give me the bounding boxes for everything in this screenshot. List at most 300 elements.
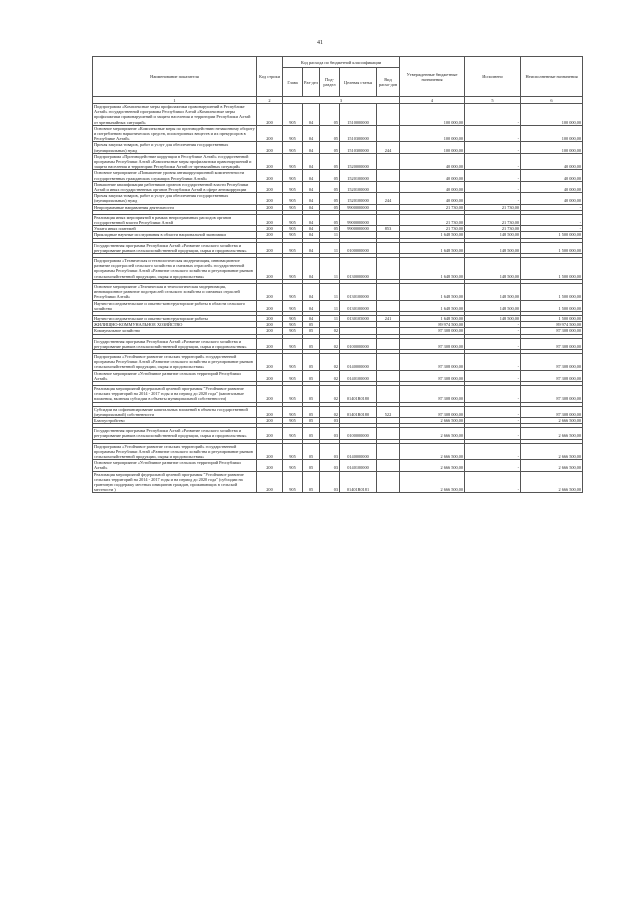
row-executed: - [465, 193, 521, 204]
row-razdel: 05 [303, 428, 320, 439]
row-glava: 905 [283, 204, 303, 210]
col-number-5: 5 [465, 97, 521, 104]
row-podrazdel: 03 [320, 471, 340, 493]
row-code: 200 [257, 315, 283, 321]
table-row [93, 204, 583, 210]
row-target: 0100000000 [340, 428, 377, 439]
header-vid: Вид расхо-дов [377, 68, 400, 97]
row-code: 200 [257, 460, 283, 471]
row-executed: 148 500,00 [465, 242, 521, 253]
row-target: 0100000000 [340, 242, 377, 253]
row-glava: 905 [283, 170, 303, 181]
row-unexecuted: - [521, 214, 583, 225]
row-executed: - [465, 338, 521, 349]
header-name: Наименование показателя [93, 57, 257, 97]
row-target: 01401R0180 [340, 406, 377, 417]
table-row [93, 370, 583, 381]
row-code: 200 [257, 406, 283, 417]
row-vid [377, 258, 400, 280]
row-approved: 87 308 000,00 [400, 338, 465, 349]
row-podrazdel: 11 [320, 283, 340, 300]
row-code: 200 [257, 385, 283, 402]
row-vid [377, 104, 400, 126]
table-row [93, 283, 583, 300]
row-unexecuted: 100 000,00 [521, 104, 583, 126]
row-glava: 905 [283, 181, 303, 192]
row-name: Непрограммные направления деятельности [93, 204, 257, 210]
row-code: 200 [257, 428, 283, 439]
row-razdel: 05 [303, 385, 320, 402]
row-vid [377, 283, 400, 300]
row-target: 1510300000 [340, 142, 377, 153]
row-vid: 853 [377, 226, 400, 232]
row-podrazdel: 11 [320, 232, 340, 238]
row-name: Основное мероприятие «Комплексные меры по противодействию незаконному обороту и потреблению наркотических средств, психотропных веществ и их прекурсоров в Республике Алтай» [94, 125, 255, 142]
row-approved: 89 974 500,00 [400, 322, 465, 328]
table-row [93, 142, 583, 153]
row-unexecuted: 89 974 500,00 [521, 322, 583, 328]
row-podrazdel: 03 [320, 443, 340, 460]
row-target: 1510300000 [340, 125, 377, 142]
row-approved: 21 730,00 [400, 204, 465, 210]
row-glava: 905 [283, 125, 303, 142]
row-executed: 148 500,00 [465, 315, 521, 321]
row-razdel: 04 [303, 232, 320, 238]
row-glava: 905 [283, 460, 303, 471]
row-approved: 100 000,00 [400, 125, 465, 142]
table-row [93, 242, 583, 253]
row-approved: 2 666 500,00 [400, 428, 465, 439]
row-code: 200 [257, 181, 283, 192]
row-target: 0140000000 [340, 443, 377, 460]
row-glava: 905 [283, 471, 303, 493]
row-podrazdel: 05 [320, 142, 340, 153]
row-razdel: 05 [303, 353, 320, 370]
row-glava: 905 [283, 153, 303, 170]
row-target: 01401R0181 [340, 471, 377, 493]
row-podrazdel: 05 [320, 226, 340, 232]
row-vid [377, 338, 400, 349]
row-code: 200 [257, 443, 283, 460]
row-executed: - [465, 328, 521, 334]
col-number-1: 1 [93, 97, 257, 104]
row-target: 0100000000 [340, 338, 377, 349]
row-unexecuted: 40 000,00 [521, 153, 583, 170]
row-vid [377, 214, 400, 225]
row-razdel: 04 [303, 315, 320, 321]
row-target: 1520100000 [340, 181, 377, 192]
row-unexecuted: 1 500 000,00 [521, 300, 583, 311]
row-vid [377, 181, 400, 192]
col-number-3: 3 [283, 97, 400, 104]
row-approved: 2 666 500,00 [400, 460, 465, 471]
row-vid [377, 300, 400, 311]
row-approved: 1 648 500,00 [400, 300, 465, 311]
row-podrazdel: 05 [320, 125, 340, 142]
table-row [93, 258, 583, 280]
row-executed: 148 500,00 [465, 283, 521, 300]
row-approved: 2 666 500,00 [400, 443, 465, 460]
row-razdel: 05 [303, 322, 320, 328]
budget-execution-table [92, 56, 583, 493]
row-code: 200 [257, 283, 283, 300]
row-name: Основное мероприятие «Техническая и технологическая модернизация, инновационное развитие подотраслей сельского хозяйства и смежных отраслей Республики Алтай» [93, 283, 257, 300]
row-razdel: 05 [303, 471, 320, 493]
row-unexecuted: 1 500 000,00 [521, 232, 583, 238]
row-podrazdel: 05 [320, 214, 340, 225]
table-row [93, 406, 583, 417]
row-razdel: 04 [303, 104, 320, 126]
row-razdel: 05 [303, 417, 320, 423]
row-target: 0130100000 [340, 300, 377, 311]
row-name: Основное мероприятие «Устойчивое развитие сельских территорий Республики Алтай» [93, 370, 257, 381]
row-name: Государственная программа Республики Алтай «Развитие сельского хозяйства и регулирование рынков сельскохозяйственной продукции, сырья и продовольствия» [93, 242, 257, 253]
row-razdel: 05 [303, 406, 320, 417]
row-name: Реализация иных мероприятий в рамках непрограммных расходов органов государственной власти Республики Алтай [93, 214, 257, 225]
row-unexecuted: 1 500 000,00 [521, 315, 583, 321]
row-vid [377, 170, 400, 181]
row-glava: 905 [283, 104, 303, 126]
table-row [93, 353, 583, 370]
row-approved: 87 308 000,00 [400, 406, 465, 417]
row-executed: - [465, 170, 521, 181]
row-glava: 905 [283, 258, 303, 280]
row-executed: - [465, 471, 521, 493]
row-name: Прочая закупка товаров, работ и услуг для обеспечения государственных (муниципальных) нужд [93, 142, 257, 153]
row-name: Реализация мероприятий федеральной целевой программы "Устойчивое развитие сельских территорий на 2014 - 2017 годы и на период до 2020 года" (субсидии на грантовую поддержку местных инициатив граждан, проживающих в сельской местности ) [93, 471, 257, 493]
row-name: Подпрограмма «Комплексные меры профилактики правонарушений в Республике Алтай» государственной программы Республики Алтай «Комплексные меры профилактики правонарушений и защита населения и территории Республики Алтай от чрезвычайных ситуаций» [93, 104, 257, 126]
row-executed: - [465, 142, 521, 153]
row-executed: - [465, 428, 521, 439]
row-executed: 21 730,00 [465, 214, 521, 225]
row-name: Подпрограмма «Устойчивое развитие сельских территорий» государственной программы Республики Алтай «Развитие сельского хозяйства и регулирование рынков сельскохозяйственной продукции, сырья и продовольствия» [93, 353, 257, 370]
row-podrazdel: 02 [320, 370, 340, 381]
table-row [93, 104, 583, 126]
row-approved: 87 308 000,00 [400, 353, 465, 370]
row-unexecuted: 40 000,00 [521, 170, 583, 181]
row-target: 0130100000 [340, 283, 377, 300]
row-glava: 905 [283, 242, 303, 253]
row-podrazdel: 02 [320, 328, 340, 334]
row-unexecuted: 2 666 500,00 [521, 443, 583, 460]
row-unexecuted: 87 308 000,00 [521, 385, 583, 402]
row-approved: 100 000,00 [400, 142, 465, 153]
table-row [93, 153, 583, 170]
row-name: Субсидии на софинансирование капитальных вложений в объекты государственной (муниципальной) собственности [93, 406, 257, 417]
row-name: Научно-исследовательские и опытно-конструкторские работы [93, 315, 257, 321]
row-razdel: 04 [303, 142, 320, 153]
table-row [93, 471, 583, 493]
row-glava: 905 [283, 142, 303, 153]
table-row [93, 300, 583, 311]
row-approved: 40 000,00 [400, 153, 465, 170]
row-name: ЖИЛИЩНО-КОММУНАЛЬНОЕ ХОЗЯЙСТВО [93, 322, 257, 328]
row-name: Реализация мероприятий федеральной целевой программы "Устойчивое развитие сельских территорий на 2014 - 2017 годы и на период до 2020 года" (капитальные вложения, включая субсидии в объекты муниципальной собственности) [93, 385, 257, 402]
row-unexecuted: 2 666 500,00 [521, 460, 583, 471]
row-podrazdel: 05 [320, 181, 340, 192]
row-name: Государственная программа Республики Алтай «Развитие сельского хозяйства и регулирование рынков сельскохозяйственной продукции, сырья и продовольствия» [93, 338, 257, 349]
row-code: 200 [257, 125, 283, 142]
row-target: 0140100000 [340, 370, 377, 381]
row-podrazdel: 11 [320, 242, 340, 253]
row-executed: - [465, 370, 521, 381]
row-target: 9900000000 [340, 226, 377, 232]
row-executed: - [465, 406, 521, 417]
row-glava: 905 [283, 315, 303, 321]
table-row [93, 385, 583, 402]
col-number-2: 2 [257, 97, 283, 104]
row-podrazdel: 03 [320, 460, 340, 471]
page-number: 41 [317, 40, 323, 46]
row-podrazdel: 05 [320, 204, 340, 210]
header-razdel: Раз-дел [303, 68, 320, 97]
row-target: 01401R0180 [340, 385, 377, 402]
row-code: 200 [257, 193, 283, 204]
row-glava: 905 [283, 428, 303, 439]
row-razdel: 04 [303, 258, 320, 280]
row-razdel: 04 [303, 283, 320, 300]
header-glava: Глава [283, 68, 303, 97]
row-approved: 1 648 500,00 [400, 283, 465, 300]
header-approved: Утвержденные бюджетные назначения [400, 57, 465, 97]
row-razdel: 04 [303, 181, 320, 192]
row-executed: - [465, 417, 521, 423]
table-row [93, 181, 583, 192]
row-code: 200 [257, 370, 283, 381]
row-name: Прикладные научные исследования в области национальной экономики [93, 232, 257, 238]
row-unexecuted: 40 000,00 [521, 181, 583, 192]
row-razdel: 04 [303, 226, 320, 232]
table-row [93, 232, 583, 238]
row-approved: 1 648 500,00 [400, 258, 465, 280]
row-glava: 905 [283, 283, 303, 300]
row-name: Подпрограмма «Техническая и технологическая модернизация, инновационное развитие подотраслей сельского хозяйства и смежных отраслей» государственной программы Республики Алтай «Развитие сельского хозяйства и регулирование рынков сельскохозяйственной продукции, сырья и продовольствия» [93, 258, 257, 280]
row-podrazdel: 02 [320, 406, 340, 417]
row-unexecuted: - [521, 204, 583, 210]
row-code: 200 [257, 214, 283, 225]
row-approved: 1 648 500,00 [400, 232, 465, 238]
row-glava: 905 [283, 193, 303, 204]
row-name: Подпрограмма «Устойчивое развитие сельских территорий» государственной программы Республики Алтай «Развитие сельского хозяйства и регулирование рынков сельскохозяйственной продукции, сырья и продовольствия» [93, 443, 257, 460]
row-executed: - [465, 104, 521, 126]
row-approved: 87 308 000,00 [400, 385, 465, 402]
row-glava: 905 [283, 300, 303, 311]
row-code: 200 [257, 258, 283, 280]
row-target: 0130000000 [340, 258, 377, 280]
row-name: Основное мероприятие «Повышение уровня антикоррупционной компетентности государственных гражданских служащих Республики Алтай» [93, 170, 257, 181]
row-executed: - [465, 443, 521, 460]
row-podrazdel: 11 [320, 300, 340, 311]
row-approved: 2 666 500,00 [400, 471, 465, 493]
row-code: 200 [257, 232, 283, 238]
table-row [93, 460, 583, 471]
row-unexecuted: 87 308 000,00 [521, 353, 583, 370]
row-razdel: 05 [303, 460, 320, 471]
row-executed: 21 730,00 [465, 204, 521, 210]
row-code: 200 [257, 322, 283, 328]
row-podrazdel: 05 [320, 104, 340, 126]
row-name: Благоустройство [93, 417, 257, 423]
row-executed: 148 500,00 [465, 258, 521, 280]
row-unexecuted: 2 666 500,00 [521, 428, 583, 439]
row-podrazdel: 02 [320, 385, 340, 402]
row-vid [377, 353, 400, 370]
table-row [93, 193, 583, 204]
row-approved: 100 000,00 [400, 104, 465, 126]
row-razdel: 04 [303, 242, 320, 253]
row-name: Подпрограмма «Противодействие коррупции в Республике Алтай» государственной программы Республики Алтай «Комплексные меры профилактики правонарушений и защита населения и территории Республики Алтай от чрезвычайных ситуаций» [93, 153, 257, 170]
row-vid [377, 460, 400, 471]
row-vid: 241 [377, 315, 400, 321]
row-target: 9900000000 [340, 214, 377, 225]
row-unexecuted: 87 308 000,00 [521, 328, 583, 334]
row-razdel: 04 [303, 204, 320, 210]
row-executed: - [465, 125, 521, 142]
row-vid: 522 [377, 406, 400, 417]
row-podrazdel: 05 [320, 170, 340, 181]
row-code: 200 [257, 104, 283, 126]
row-glava: 905 [283, 322, 303, 328]
row-target: 1520100000 [340, 193, 377, 204]
row-vid [377, 471, 400, 493]
table-row [93, 170, 583, 181]
row-code: 200 [257, 353, 283, 370]
row-glava: 905 [283, 443, 303, 460]
row-executed: - [465, 385, 521, 402]
header-unexecuted: Неисполненные назначения [521, 57, 583, 97]
row-code: 200 [257, 300, 283, 311]
row-glava: 905 [283, 406, 303, 417]
row-unexecuted: 1 500 000,00 [521, 242, 583, 253]
row-executed: - [465, 181, 521, 192]
row-glava: 905 [283, 232, 303, 238]
row-target: 9900000000 [340, 204, 377, 210]
row-code: 200 [257, 170, 283, 181]
table-row [93, 125, 583, 142]
row-approved: 1 648 500,00 [400, 315, 465, 321]
row-unexecuted: 1 500 000,00 [521, 258, 583, 280]
row-glava: 905 [283, 328, 303, 334]
row-executed: 148 500,00 [465, 232, 521, 238]
row-glava: 905 [283, 417, 303, 423]
header-target: Целевая статья [340, 68, 377, 97]
row-name: Повышение квалификации работников органов государственной власти Республики Алтай и иных государственных органов Республики Алтай в сфере антикоррупции [93, 181, 257, 192]
header-code-row: Код строки [257, 57, 283, 97]
row-glava: 905 [283, 338, 303, 349]
row-podrazdel: 03 [320, 417, 340, 423]
row-razdel: 04 [303, 153, 320, 170]
row-unexecuted: 2 666 500,00 [521, 471, 583, 493]
row-executed: - [465, 322, 521, 328]
row-target: 0140100000 [340, 460, 377, 471]
row-unexecuted: 87 308 000,00 [521, 406, 583, 417]
row-razdel: 04 [303, 214, 320, 225]
row-approved: 40 000,00 [400, 170, 465, 181]
row-executed: - [465, 353, 521, 370]
row-target: 1520100000 [340, 170, 377, 181]
header-executed: Исполнено [465, 57, 521, 97]
row-vid [377, 443, 400, 460]
row-podrazdel: 02 [320, 353, 340, 370]
row-unexecuted: 100 000,00 [521, 125, 583, 142]
row-target: 1510000000 [340, 104, 377, 126]
row-podrazdel: 11 [320, 315, 340, 321]
row-name: Государственная программа Республики Алтай «Развитие сельского хозяйства и регулирование рынков сельскохозяйственной продукции, сырья и продовольствия» [93, 428, 257, 439]
row-name: Уплата иных платежей [93, 226, 257, 232]
row-vid [377, 428, 400, 439]
row-target: 0130105000 [340, 315, 377, 321]
table-body [93, 104, 583, 493]
row-code: 200 [257, 328, 283, 334]
row-approved: 2 666 500,00 [400, 417, 465, 423]
row-executed: 148 500,00 [465, 300, 521, 311]
row-glava: 905 [283, 353, 303, 370]
row-unexecuted: - [521, 226, 583, 232]
row-approved: 40 000,00 [400, 193, 465, 204]
row-razdel: 04 [303, 300, 320, 311]
row-executed: - [465, 460, 521, 471]
table-row [93, 443, 583, 460]
row-approved: 21 730,00 [400, 214, 465, 225]
row-razdel: 05 [303, 328, 320, 334]
row-podrazdel: 05 [320, 193, 340, 204]
row-podrazdel: 02 [320, 338, 340, 349]
row-approved: 87 308 000,00 [400, 370, 465, 381]
header-podrazdel: Под-раздел [320, 68, 340, 97]
row-unexecuted: 87 308 000,00 [521, 370, 583, 381]
row-approved: 40 000,00 [400, 181, 465, 192]
row-unexecuted: 87 308 000,00 [521, 338, 583, 349]
row-code: 200 [257, 153, 283, 170]
row-code: 200 [257, 471, 283, 493]
row-code: 200 [257, 204, 283, 210]
row-code: 200 [257, 242, 283, 253]
row-razdel: 05 [303, 338, 320, 349]
row-vid [377, 125, 400, 142]
row-approved: 87 308 000,00 [400, 328, 465, 334]
row-target: 1520000000 [340, 153, 377, 170]
row-razdel: 04 [303, 193, 320, 204]
row-name: Коммунальное хозяйство [93, 328, 257, 334]
row-approved: 21 730,00 [400, 226, 465, 232]
row-code: 200 [257, 226, 283, 232]
row-code: 200 [257, 417, 283, 423]
row-podrazdel: 11 [320, 258, 340, 280]
row-vid [377, 153, 400, 170]
row-vid [377, 242, 400, 253]
row-razdel: 04 [303, 170, 320, 181]
row-vid [377, 385, 400, 402]
row-executed: - [465, 153, 521, 170]
row-unexecuted: 1 500 000,00 [521, 283, 583, 300]
row-vid [377, 370, 400, 381]
row-executed: 21 730,00 [465, 226, 521, 232]
col-number-4: 4 [400, 97, 465, 104]
row-vid: 244 [377, 142, 400, 153]
row-razdel: 04 [303, 125, 320, 142]
row-unexecuted: 100 000,00 [521, 142, 583, 153]
row-glava: 905 [283, 370, 303, 381]
row-razdel: 05 [303, 370, 320, 381]
row-vid: 244 [377, 193, 400, 204]
row-razdel: 05 [303, 443, 320, 460]
row-podrazdel: 05 [320, 153, 340, 170]
header-classification: Код расхода по бюджетной классификации [283, 57, 400, 68]
row-approved: 1 648 500,00 [400, 242, 465, 253]
table-row [93, 428, 583, 439]
row-name: Научно-исследовательские и опытно-конструкторские работы в области сельского хозяйства [93, 300, 257, 311]
row-code: 200 [257, 338, 283, 349]
